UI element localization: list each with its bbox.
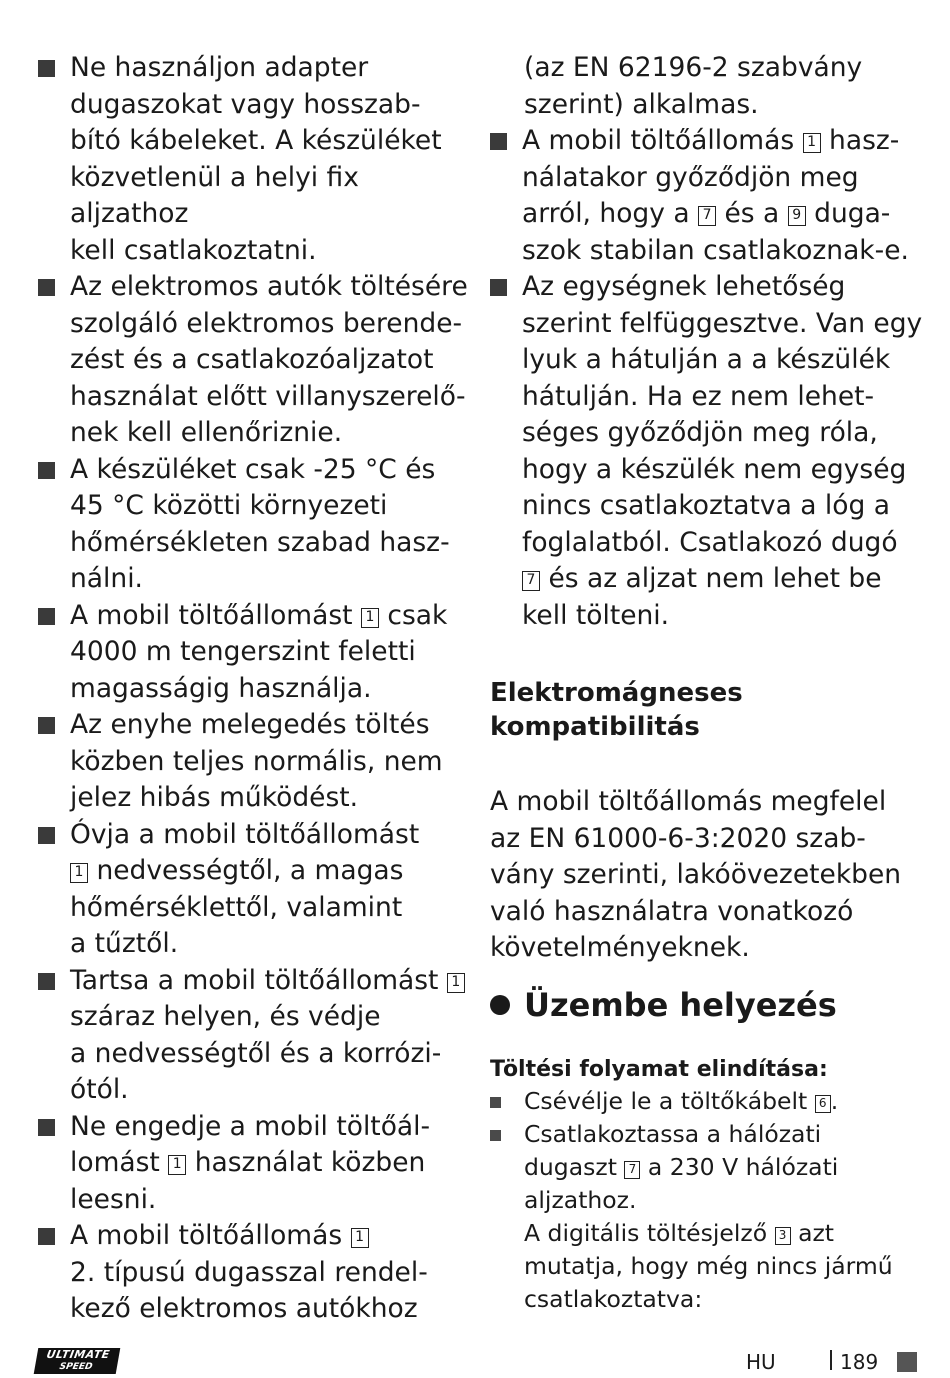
square-bullet-icon xyxy=(38,717,55,734)
part-ref-7: 7 xyxy=(698,206,716,226)
square-bullet-icon xyxy=(490,1130,501,1141)
page-marker-square-icon xyxy=(897,1352,917,1372)
square-bullet-icon xyxy=(38,973,55,990)
square-bullet-icon xyxy=(38,1228,55,1245)
step-note: A digitális töltésjelző 3 azt mutatja, hogy még nincs jármű csatlakoztatva: xyxy=(524,1218,893,1313)
left-column xyxy=(38,50,468,1328)
part-ref-7: 7 xyxy=(522,571,540,591)
square-bullet-icon xyxy=(38,60,55,77)
square-bullet-icon xyxy=(490,1097,501,1108)
square-bullet-icon xyxy=(490,279,507,296)
round-bullet-icon xyxy=(490,995,510,1015)
page-number: 189 xyxy=(840,1350,879,1374)
bullet-item: A mobil töltőállomás 1 2. típusú dugasszal rendel- kező elektromos autókhoz xyxy=(38,1218,468,1328)
step-item: Csévélje le a töltőkábelt 6 . xyxy=(490,1085,930,1118)
bullet-item: Az elektromos autók töltésére szolgáló elektromos berende- zést és a csatlakozóaljzatot használat előtt villanyszerelő- nek kell ellenőriznie. xyxy=(38,269,468,452)
language-code: HU xyxy=(746,1350,776,1374)
brand-logo: ULTIMATE SPEED xyxy=(34,1348,121,1374)
square-bullet-icon xyxy=(490,133,507,150)
part-ref-1: 1 xyxy=(70,863,88,883)
square-bullet-icon xyxy=(38,608,55,625)
part-ref-9: 9 xyxy=(788,206,806,226)
bullet-continuation: (az EN 62196-2 szabvány szerint) alkalmas. xyxy=(524,52,863,120)
part-ref-1: 1 xyxy=(351,1228,369,1248)
part-ref-1: 1 xyxy=(803,133,821,153)
part-ref-7: 7 xyxy=(624,1161,640,1179)
part-ref-1: 1 xyxy=(447,973,465,993)
bullet-item: Az egységnek lehetőség szerint felfüggesztve. Van egy lyuk a hátulján a a készülék hátulján. Ha ez nem lehet- séges győződjön meg róla, hogy a készülék nem egység nincs csatlakoztatva a lóg a foglalatból. Csatlakozó dugó 7 és az aljzat nem lehet be kell tölteni. xyxy=(490,269,930,634)
emc-heading: Elektromágneses kompatibilitás xyxy=(490,678,743,742)
part-ref-1: 1 xyxy=(168,1155,186,1175)
divider xyxy=(830,1350,832,1370)
bullet-item: Az enyhe melegedés töltés közben teljes normális, nem jelez hibás működést. xyxy=(38,707,468,817)
square-bullet-icon xyxy=(38,827,55,844)
part-ref-3: 3 xyxy=(775,1227,791,1245)
bullet-item: Tartsa a mobil töltőállomást 1 száraz helyen, és védje a nedvességtől és a korrózi- ótól. xyxy=(38,963,468,1109)
emc-paragraph: A mobil töltőállomás megfelel az EN 61000-6-3:2020 szab- vány szerinti, lakóövezetekben való használatra vonatkozó követelményeknek. xyxy=(490,786,902,963)
bullet-item: Ne engedje a mobil töltőál- lomást 1 használat közben leesni. xyxy=(38,1109,468,1219)
part-ref-6: 6 xyxy=(815,1095,831,1113)
square-bullet-icon xyxy=(38,279,55,296)
bullet-item: A készüléket csak -25 °C és 45 °C közötti környezeti hőmérsékleten szabad hasz- nálni. xyxy=(38,452,468,598)
bullet-item: A mobil töltőállomás 1 hasz- nálatakor győződjön meg arról, hogy a 7 és a 9 duga- szok stabilan csatlakoznak-e. xyxy=(490,123,930,269)
bullet-item: Óvja a mobil töltőállomást 1 nedvességtől, a magas hőmérséklettől, valamint a tűztől. xyxy=(38,817,468,963)
step-item: Csatlakoztassa a hálózati dugaszt 7 a 230 V hálózati aljzathoz. xyxy=(490,1118,930,1217)
page-footer xyxy=(0,1346,950,1378)
square-bullet-icon xyxy=(38,462,55,479)
subsection-heading: Töltési folyamat elindítása: xyxy=(490,1056,828,1082)
right-column xyxy=(490,50,930,1316)
section-heading: Üzembe helyezés xyxy=(490,985,930,1025)
bullet-item: A mobil töltőállomást 1 csak 4000 m tengerszint feletti magasságig használja. xyxy=(38,598,468,708)
part-ref-1: 1 xyxy=(361,608,379,628)
bullet-item: Ne használjon adapter dugaszokat vagy hosszab- bító kábeleket. A készüléket közvetlenül a helyi fix aljzathoz kell csatlakoztatni. xyxy=(38,50,468,269)
square-bullet-icon xyxy=(38,1119,55,1136)
